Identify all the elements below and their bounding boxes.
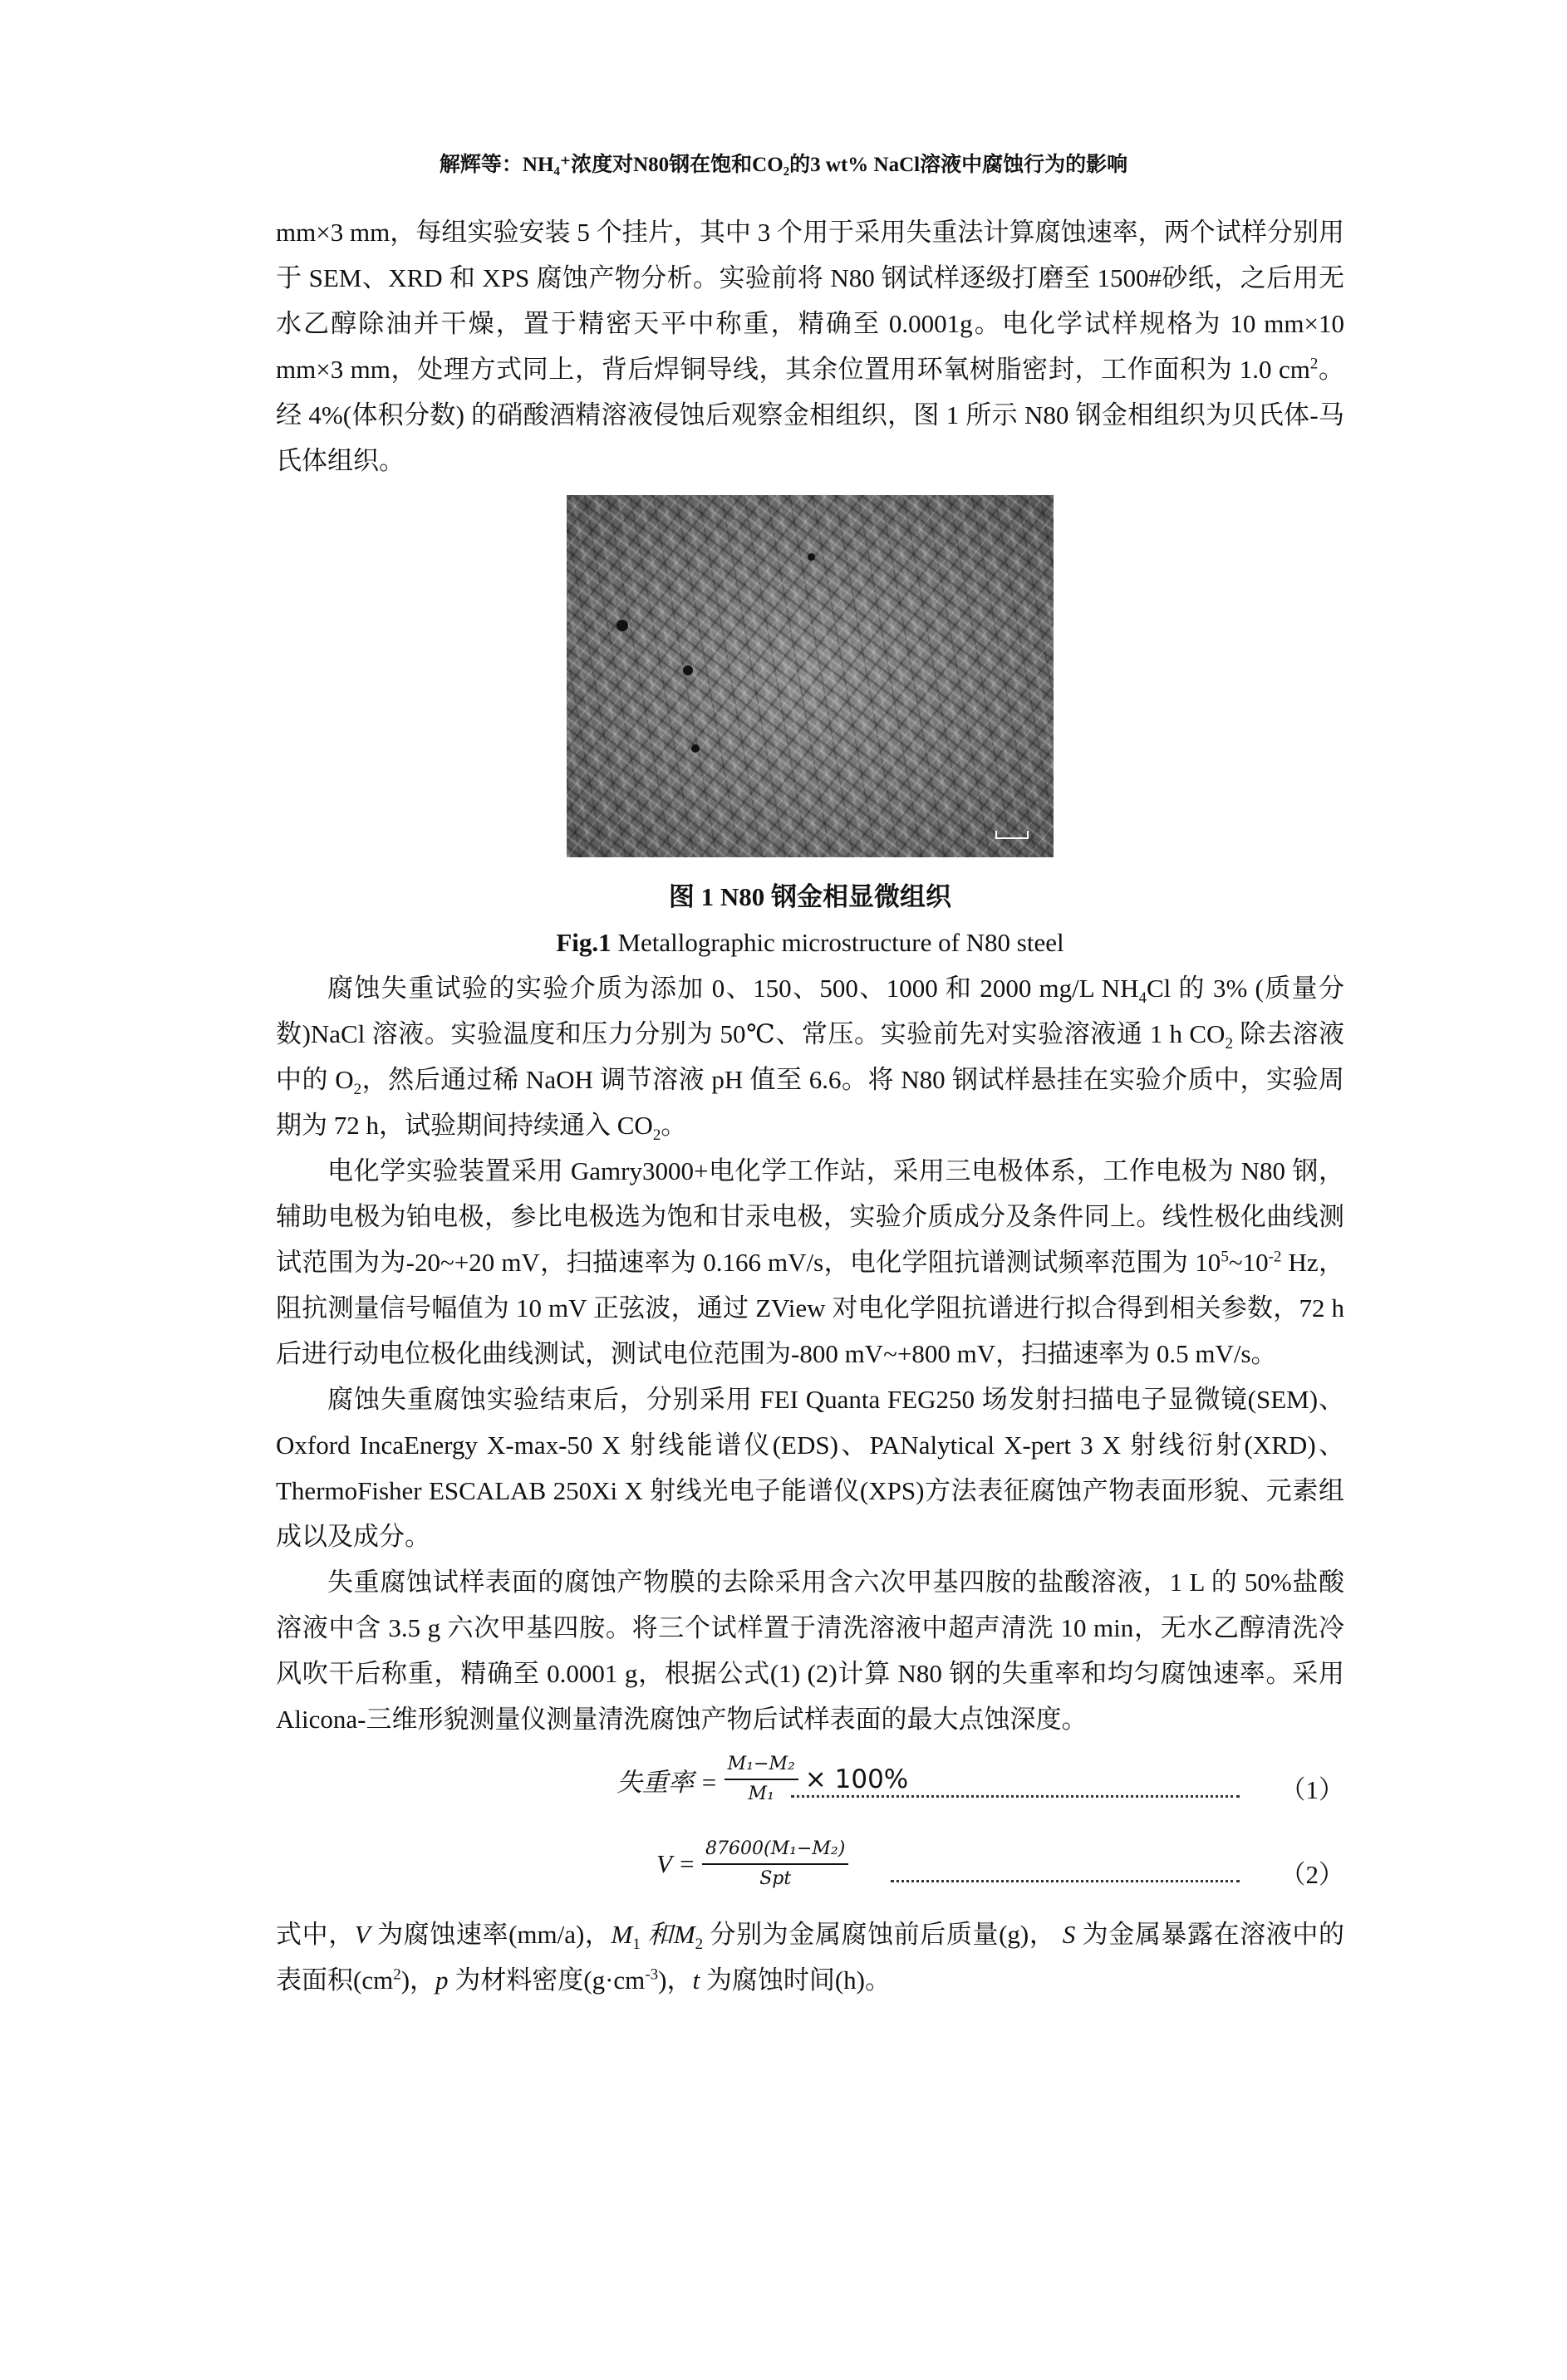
text-run: ，然后通过稀 NaOH 调节溶液 pH 值至 6.6。将 N80 钢试样悬挂在实验介质中，实验周期为 72 h，试验期间持续通入 CO <box>276 1065 1344 1140</box>
italic-symbol: t <box>692 1965 700 1995</box>
equation-number: （2） <box>1280 1860 1344 1889</box>
paragraph-electrochemical <box>276 1148 1344 1376</box>
body-column <box>276 209 1344 2003</box>
text-run: 。 <box>661 1111 687 1140</box>
subscript: 2 <box>353 1081 362 1099</box>
italic-symbol: p <box>435 1965 449 1995</box>
subscript: 2 <box>1225 1035 1233 1053</box>
equation-lhs: 失重率 = <box>616 1767 718 1797</box>
fraction <box>702 1837 848 1892</box>
dot-leader <box>891 1880 1240 1882</box>
pit-mark <box>616 620 628 631</box>
figure-caption-en <box>276 920 1344 965</box>
text-run: 失重腐蚀试样表面的腐蚀产物膜的去除采用含六次甲基四胺的盐酸溶液，1 L 的 50%盐酸溶液中含 3.5 g 六次甲基四胺。将三个试样置于清洗溶液中超声清洗 10 min，无水乙醇清洗冷风吹干后称重，精确至 0.0001 g，根据公式(1) (2)计算 N80 钢的失重率和均匀腐蚀速率。采用 Alicona-三维形貌测量仪测量清洗腐蚀产物后试样表面的最大点蚀深度。 <box>276 1568 1344 1734</box>
text-run: 分别为金属腐蚀前后质量(g)， <box>703 1920 1063 1949</box>
figure-caption-text: Metallographic microstructure of N80 steel <box>611 928 1064 957</box>
text-run: 腐蚀失重腐蚀实验结束后，分别采用 FEI Quanta FEG250 场发射扫描电子显微镜(SEM)、Oxford IncaEnergy X-max-50 X 射线能谱仪(EDS)、PANalytical X-pert 3 X 射线衍射(XRD)、ThermoFisher ESCALAB 250Xi X 射线光电子能谱仪(XPS)方法表征腐蚀产物表面形貌、元素组成以及成分。 <box>276 1385 1344 1551</box>
subscript: 2 <box>652 1126 661 1145</box>
equation-1 <box>276 1752 1344 1827</box>
figure-caption-cn: 图 1 N80 钢金相显微组织 <box>668 882 952 911</box>
italic-symbol: V <box>354 1920 371 1949</box>
numerator: M₁−M₂ <box>725 1752 798 1780</box>
italic-symbol: M <box>673 1920 695 1949</box>
text-run: 除去溶液中的 O <box>276 1019 1345 1094</box>
text-run: )， <box>400 1965 436 1995</box>
paragraph-weight-loss-test <box>276 965 1344 1148</box>
italic-symbol: S <box>1062 1920 1076 1949</box>
paragraph-variable-definitions <box>276 1911 1344 2003</box>
pit-mark <box>808 553 815 561</box>
superscript: -3 <box>645 1965 659 1984</box>
text-run: 为金属暴露在溶液中的表面积(cm <box>276 1920 1345 1995</box>
equation-number: （1） <box>1280 1775 1344 1804</box>
paragraph-specimen-prep <box>276 209 1344 483</box>
text-run: 。经 4%(体积分数) 的硝酸酒精溶液侵蚀后观察金相组织，图 1 所示 N80 钢金相组织为贝氏体-马氏体组织。 <box>276 355 1344 475</box>
running-header: 解辉等：NH₄⁺浓度对N80钢在饱和CO₂的3 wt% NaCl溶液中腐蚀行为的影响 <box>439 154 1128 176</box>
text-run: Hz，阻抗测量信号幅值为 10 mV 正弦波，通过 ZView 对电化学阻抗谱进行拟合得到相关参数，72 h 后进行动电位极化曲线测试，测试电位范围为-800 mV~+800 mV，扫描速率为 0.5 mV/s。 <box>276 1248 1344 1368</box>
text-run: Cl 的 3% (质量分数)NaCl 溶液。实验温度和压力分别为 50℃、常压。实验前先对实验溶液通 1 h CO <box>276 974 1344 1048</box>
text-run: mm×3 mm，每组实验安装 5 个挂片，其中 3 个用于采用失重法计算腐蚀速率，两个试样分别用于 SEM、XRD 和 XPS 腐蚀产物分析。实验前将 N80 钢试样逐级打磨至 1500#砂纸，之后用无水乙醇除油并干燥，置于精密天平中称重，精确至 0.0001g。电化学试样规格为 10 mm×10 mm×3 mm，处理方式同上，背后焊铜导线，其余位置用环氧树脂密封，工作面积为 1.0 cm <box>276 218 1344 384</box>
numerator: 87600(M₁−M₂) <box>702 1837 848 1865</box>
italic-symbol: M <box>611 1920 633 1949</box>
text-run: ~10 <box>1228 1248 1269 1277</box>
text-run: 为材料密度(g·cm <box>448 1965 646 1995</box>
superscript: -2 <box>1268 1248 1282 1266</box>
dot-leader <box>791 1795 1240 1798</box>
denominator: M₁ <box>748 1784 774 1804</box>
text-run: 腐蚀失重试验的实验介质为添加 0、150、500、1000 和 2000 mg/L NH <box>327 974 1139 1003</box>
subscript: 1 <box>632 1936 641 1954</box>
denominator: Spt <box>759 1868 792 1889</box>
text-run: 为腐蚀速率(mm/a)， <box>370 1920 612 1949</box>
italic-symbol: 和 <box>640 1920 674 1949</box>
metallographic-micrograph <box>567 495 1054 857</box>
superscript: 5 <box>1221 1248 1229 1266</box>
text-run: 为腐蚀时间(h)。 <box>700 1965 891 1995</box>
superscript: 2 <box>393 1965 401 1984</box>
pit-mark <box>683 665 693 675</box>
pit-mark <box>691 744 700 753</box>
superscript: 2 <box>1309 355 1319 373</box>
figure-label: Fig.1 <box>556 928 612 957</box>
paragraph-product-removal <box>276 1559 1344 1742</box>
equation-rhs: × 100% <box>804 1764 909 1794</box>
scale-bar <box>995 831 1029 839</box>
text-run: 式中， <box>276 1920 355 1949</box>
subscript: 4 <box>1138 989 1147 1008</box>
text-run: 电化学实验装置采用 Gamry3000+电化学工作站，采用三电极体系，工作电极为 N80 钢，辅助电极为铂电极，参比电极选为饱和甘汞电极，实验介质成分及条件同上。线性极化曲线测试范围为为-20~+20 mV，扫描速率为 0.166 mV/s，电化学阻抗谱测试频率范围为 10 <box>276 1156 1344 1277</box>
equation-2 <box>276 1837 1344 1911</box>
text-run: )， <box>658 1965 693 1995</box>
subscript: 2 <box>695 1936 704 1954</box>
paragraph-characterization <box>276 1376 1344 1559</box>
equation-lhs: V = <box>656 1849 696 1878</box>
fraction <box>725 1752 798 1807</box>
